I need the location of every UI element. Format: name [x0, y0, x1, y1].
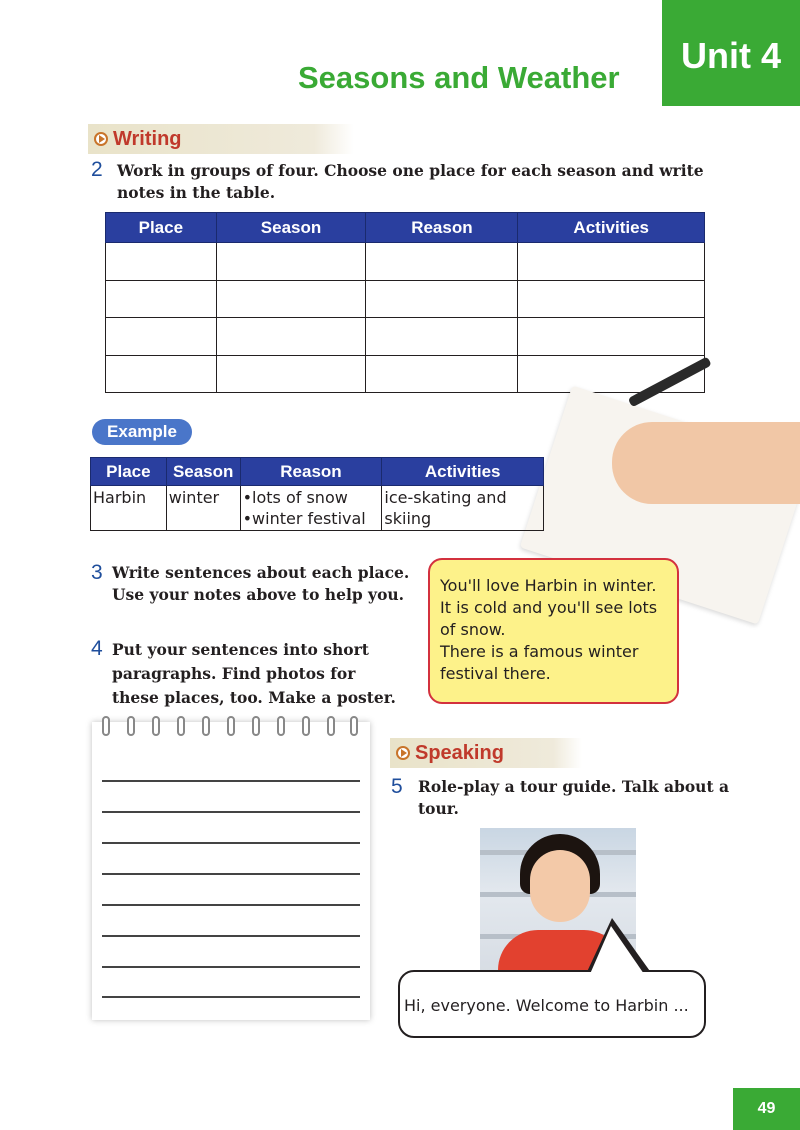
notes-col-activities: Activities [518, 213, 705, 243]
spiral-ring [202, 716, 210, 736]
spiral-ring [327, 716, 335, 736]
spiral-ring [350, 716, 358, 736]
writing-line[interactable] [102, 935, 360, 937]
notes-table [105, 212, 705, 393]
table-cell[interactable] [518, 318, 705, 356]
notes-col-place: Place [106, 213, 217, 243]
writing-heading-label: Writing [113, 127, 182, 150]
notes-col-reason: Reason [366, 213, 518, 243]
example-place: Harbin [91, 486, 167, 531]
writing-line[interactable] [102, 996, 360, 998]
example-activity-line: ice-skating and [384, 488, 507, 507]
writing-line[interactable] [102, 904, 360, 906]
table-row [106, 243, 705, 281]
example-col-reason: Reason [240, 458, 382, 486]
spiral-ring [102, 716, 110, 736]
example-col-place: Place [91, 458, 167, 486]
table-cell[interactable] [216, 318, 366, 356]
table-cell[interactable] [106, 318, 217, 356]
example-reason-item: •winter festival [242, 509, 366, 528]
example-reason-item: •lots of snow [242, 488, 348, 507]
example-season: winter [166, 486, 240, 531]
hand-illustration [612, 422, 800, 504]
writing-line[interactable] [102, 966, 360, 968]
table-cell[interactable] [518, 280, 705, 318]
sample-sentences-bubble: You'll love Harbin in winter. It is cold and you'll see lots of snow. There is a famous winter festival there. [428, 558, 679, 704]
example-activities [382, 486, 544, 531]
spiral-ring [152, 716, 160, 736]
writing-line[interactable] [102, 842, 360, 844]
table-cell[interactable] [366, 355, 518, 393]
table-row [106, 355, 705, 393]
speech-bubble: Hi, everyone. Welcome to Harbin ... [398, 970, 706, 1038]
notes-col-season: Season [216, 213, 366, 243]
task-4-text: Put your sentences into short paragraphs. Find photos for these places, too. Make a poster. [112, 640, 396, 707]
unit-tab: Unit 4 [662, 0, 800, 106]
spiral-ring [127, 716, 135, 736]
table-cell[interactable] [366, 243, 518, 281]
example-reasons [240, 486, 382, 531]
table-cell[interactable] [216, 355, 366, 393]
table-cell[interactable] [106, 280, 217, 318]
writing-line[interactable] [102, 811, 360, 813]
task-2-text: Work in groups of four. Choose one place for each season and write notes in the table. [117, 161, 704, 202]
page-title: Seasons and Weather [298, 60, 620, 95]
spiral-ring [252, 716, 260, 736]
table-row [91, 486, 544, 531]
task-4-number: 4 [91, 637, 103, 660]
task-3-text: Write sentences about each place. Use your notes above to help you. [112, 563, 410, 604]
table-cell[interactable] [216, 243, 366, 281]
table-cell[interactable] [106, 243, 217, 281]
table-cell[interactable] [106, 355, 217, 393]
play-icon [94, 132, 108, 146]
spiral-ring [277, 716, 285, 736]
spiral-ring [177, 716, 185, 736]
table-cell[interactable] [518, 243, 705, 281]
task-5-number: 5 [391, 775, 403, 798]
writing-heading [88, 124, 354, 154]
spiral-ring [227, 716, 235, 736]
example-table [90, 457, 544, 531]
example-col-season: Season [166, 458, 240, 486]
table-row [106, 280, 705, 318]
example-activity-line: skiing [384, 509, 432, 528]
girl-face [530, 850, 590, 922]
table-cell[interactable] [366, 280, 518, 318]
table-cell[interactable] [366, 318, 518, 356]
example-col-activities: Activities [382, 458, 544, 486]
writing-line[interactable] [102, 873, 360, 875]
speaking-heading-label: Speaking [415, 741, 504, 764]
spiral-notepad [92, 722, 370, 1020]
speech-tail-fill [590, 926, 644, 974]
table-cell[interactable] [216, 280, 366, 318]
writing-line[interactable] [102, 780, 360, 782]
page-number: 49 [733, 1088, 800, 1130]
spiral-ring [302, 716, 310, 736]
table-row [106, 318, 705, 356]
task-5-text: Role-play a tour guide. Talk about a tour. [418, 777, 730, 818]
task-2-number: 2 [91, 158, 103, 181]
play-icon [396, 746, 410, 760]
speaking-heading [390, 738, 582, 768]
example-label: Example [92, 419, 192, 445]
task-3-number: 3 [91, 561, 103, 584]
